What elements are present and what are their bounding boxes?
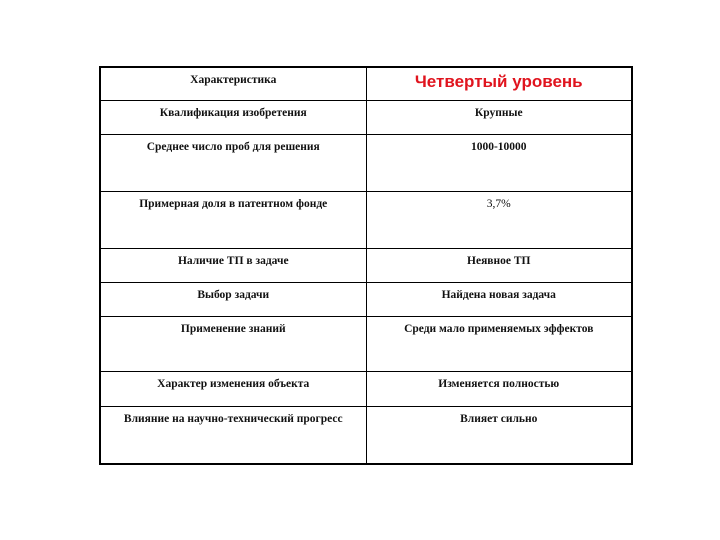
row-value: Неявное ТП (366, 248, 632, 282)
row-value: 1000-10000 (366, 134, 632, 191)
table-row (100, 191, 632, 248)
row-label: Наличие ТП в задаче (100, 248, 366, 282)
table-row (100, 371, 632, 406)
header-characteristic: Характеристика (100, 67, 366, 100)
row-value: Среди мало применяемых эффектов (366, 316, 632, 371)
row-value: Влияет сильно (366, 406, 632, 464)
table-row (100, 134, 632, 191)
row-value: 3,7% (366, 191, 632, 248)
row-label: Квалификация изобретения (100, 100, 366, 134)
row-label: Применение знаний (100, 316, 366, 371)
table-row (100, 406, 632, 464)
row-value: Изменяется полностью (366, 371, 632, 406)
table-row (100, 282, 632, 316)
row-value: Найдена новая задача (366, 282, 632, 316)
row-label: Примерная доля в патентном фонде (100, 191, 366, 248)
table-row (100, 316, 632, 371)
row-label: Выбор задачи (100, 282, 366, 316)
row-value: Крупные (366, 100, 632, 134)
row-label: Среднее число проб для решения (100, 134, 366, 191)
row-label: Характер изменения объекта (100, 371, 366, 406)
header-level: Четвертый уровень (366, 67, 632, 100)
table-row (100, 100, 632, 134)
table-row (100, 248, 632, 282)
comparison-table (99, 66, 633, 465)
table-header-row (100, 67, 632, 100)
row-label: Влияние на научно-технический прогресс (100, 406, 366, 464)
